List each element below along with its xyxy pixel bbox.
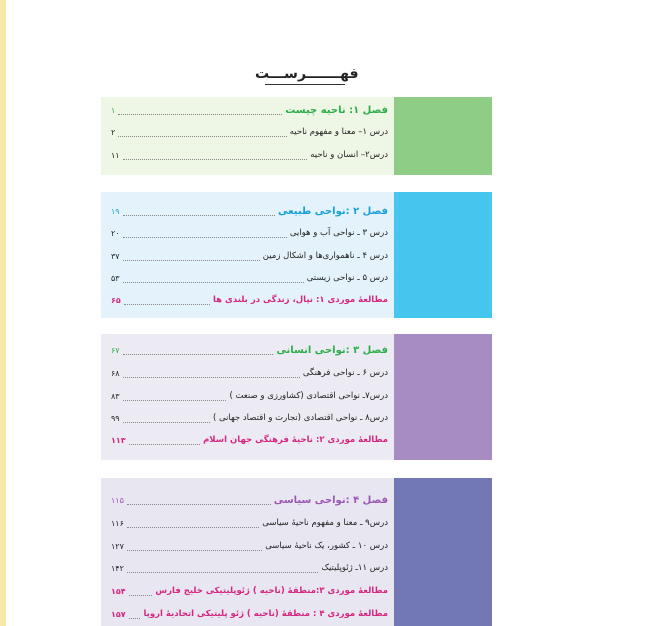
leader-dots — [123, 158, 308, 160]
chapter-color-tab — [394, 192, 492, 318]
lesson-title: درس۹ ـ معنا و مفهوم ناحیهٔ سیاسی — [262, 518, 388, 528]
leader-dots — [129, 594, 153, 596]
chapter-heading-row[interactable] — [111, 341, 388, 359]
case-study-title: مطالعهٔ موردی ۲: ناحیهٔ فرهنگی جهان اسلام — [203, 435, 388, 445]
page-number: ۱ — [111, 105, 116, 115]
chapter-color-tab — [394, 478, 492, 626]
page-number: ۱۵۴ — [111, 586, 126, 596]
toc-row[interactable] — [111, 559, 388, 577]
leader-dots — [123, 353, 274, 355]
chapter-heading: فصل ۴ :نواحی سیاسی — [273, 494, 388, 506]
leader-dots — [127, 571, 318, 573]
case-study-title: مطالعهٔ موردی ۴ : منطقهٔ (ناحیه ) ژئو پلیتیکی اتحادیهٔ اروپا — [143, 609, 388, 619]
leader-dots — [124, 303, 210, 305]
page-title: فهـــــــرســـت — [255, 66, 359, 82]
case-study-row[interactable] — [111, 582, 388, 600]
toc-row[interactable] — [111, 247, 388, 265]
lesson-title: درس ۱۰ ـ کشور، یک ناحیهٔ سیاسی — [265, 541, 388, 551]
leader-dots — [118, 113, 282, 115]
case-study-row[interactable] — [111, 605, 388, 623]
page-number: ۵۳ — [111, 273, 120, 283]
chapter-2-block — [101, 192, 492, 318]
page-number: ۱۱۳ — [111, 435, 126, 445]
page-number: ۲ — [111, 127, 116, 137]
leader-dots — [123, 376, 300, 378]
page-number: ۶۵ — [111, 295, 121, 305]
leader-dots — [129, 443, 200, 445]
toc-row[interactable] — [111, 146, 388, 164]
leader-dots — [129, 617, 141, 619]
page-number: ۶۷ — [111, 345, 120, 355]
chapter-content-panel — [101, 97, 394, 175]
case-study-row[interactable] — [111, 291, 388, 309]
case-study-row[interactable] — [111, 431, 388, 449]
chapter-heading: فصل ۳ :نواحی انسانی — [276, 344, 388, 356]
toc-row[interactable] — [111, 269, 388, 287]
chapter-color-tab — [394, 334, 492, 460]
title-underline — [265, 84, 345, 85]
lesson-title: درس ۳ ـ نواحی آب و هوایی — [289, 228, 388, 238]
page-number: ۱۱۶ — [111, 518, 124, 528]
chapter-heading: فصل ۱: ناحیه چیست — [285, 104, 388, 116]
toc-row[interactable] — [111, 123, 388, 141]
page-number: ۹۹ — [111, 413, 120, 423]
page-number: ۳۷ — [111, 251, 120, 261]
lesson-title: درس ۶ ـ نواحی فرهنگی — [302, 368, 388, 378]
chapter-3-block — [101, 334, 492, 460]
toc-row[interactable] — [111, 409, 388, 427]
toc-row[interactable] — [111, 224, 388, 242]
chapter-content-panel — [101, 192, 394, 318]
case-study-title: مطالعهٔ موردی ۳:منطقهٔ (ناحیه ) ژئوپلیتیکی خلیج فارس — [155, 586, 388, 596]
page-number: ۶۸ — [111, 368, 120, 378]
page-number: ۸۳ — [111, 391, 120, 401]
toc-row[interactable] — [111, 514, 388, 532]
leader-dots — [127, 549, 262, 551]
chapter-heading-row[interactable] — [111, 202, 388, 220]
chapter-heading: فصل ۲ :نواحی طبیعی — [277, 205, 388, 217]
page-number: ۱۱ — [111, 150, 120, 160]
leader-dots — [123, 259, 260, 261]
chapter-content-panel — [101, 334, 394, 460]
toc-row[interactable] — [111, 537, 388, 555]
lesson-title: درس ۱۱ـ ژئوپلیتیک — [321, 563, 388, 573]
lesson-title: درس ۱– معنا و مفهوم ناحیه — [289, 127, 388, 137]
chapter-heading-row[interactable] — [111, 491, 388, 509]
leader-dots — [127, 526, 259, 528]
leader-dots — [123, 214, 275, 216]
chapter-4-block — [101, 478, 492, 626]
leader-dots — [123, 236, 287, 238]
page-number: ۱۱۵ — [111, 495, 124, 505]
page-number: ۱۲۷ — [111, 541, 124, 551]
leader-dots — [123, 421, 210, 423]
case-study-title: مطالعهٔ موردی ۱: نپال، زندگی در بلندی ها — [212, 295, 388, 305]
chapter-content-panel — [101, 478, 394, 626]
toc-row[interactable] — [111, 387, 388, 405]
book-spine-margin — [0, 0, 6, 626]
leader-dots — [127, 503, 271, 505]
lesson-title: درس۲– انسان و ناحیه — [310, 150, 388, 160]
chapter-1-block — [101, 97, 492, 175]
leader-dots — [118, 135, 286, 137]
page-number: ۱۴۲ — [111, 563, 124, 573]
leader-dots — [123, 399, 227, 401]
lesson-title: درس ۴ ـ ناهمواری‌ها و اشکال زمین — [262, 251, 388, 261]
page-number: ۲۰ — [111, 228, 120, 238]
toc-row[interactable] — [111, 364, 388, 382]
lesson-title: درس۷ـ نواحی اقتصادی (کشاورزی و صنعت ) — [229, 391, 388, 401]
lesson-title: درس۸ ـ نواحی اقتصادی (تجارت و اقتصاد جهانی ) — [212, 413, 388, 423]
page-number: ۱۵۷ — [111, 609, 126, 619]
leader-dots — [123, 281, 304, 283]
lesson-title: درس ۵ ـ نواحی زیستی — [306, 273, 388, 283]
page-number: ۱۹ — [111, 206, 120, 216]
chapter-color-tab — [394, 97, 492, 175]
chapter-heading-row[interactable] — [111, 101, 388, 119]
